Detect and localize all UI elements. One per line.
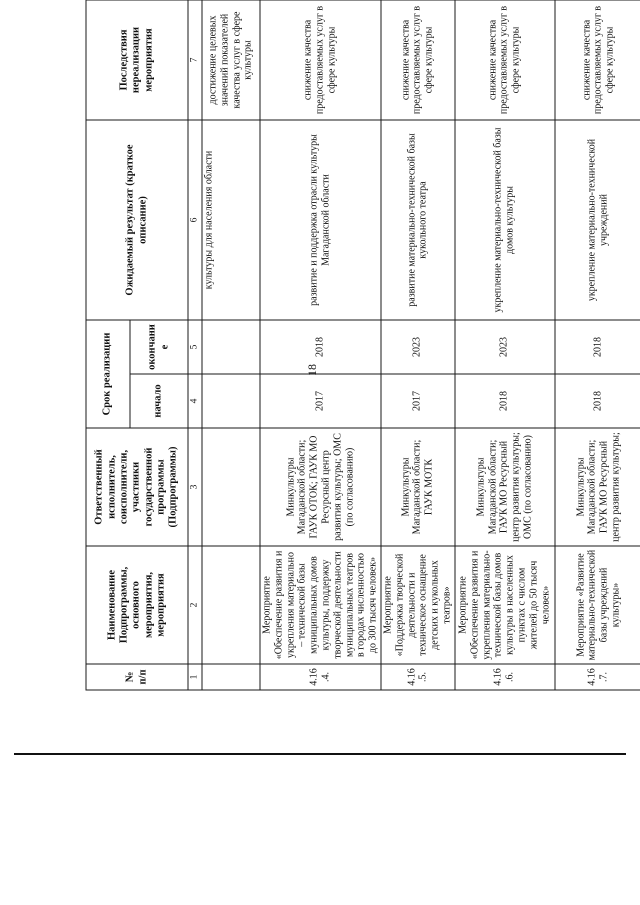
row-num: 4.16.7. [555, 664, 640, 690]
row-num: 4.16.5. [381, 664, 455, 690]
row-consequences: достижение целевых значений показателей качества услуг в сфере культуры [202, 0, 260, 120]
row-num: 4.16.6. [455, 664, 555, 690]
row-name: Мероприятие «Развитие материально-технической базы учреждений культуры» [555, 546, 640, 664]
header-responsible: Ответственный исполнитель, соисполнители, участники государственной программы (Подпрограммы) [86, 428, 188, 546]
column-number: 5 [188, 320, 202, 374]
row-result: культуры для населения области [202, 120, 260, 320]
row-consequences: снижение качества предоставляемых услуг в сфере культуры [260, 0, 381, 120]
rotated-table-container [86, 1, 622, 691]
row-start: 2017 [260, 374, 381, 428]
row-start: 2018 [555, 374, 640, 428]
column-number: 3 [188, 428, 202, 546]
row-responsible [202, 428, 260, 546]
row-end: 2023 [381, 320, 455, 374]
row-responsible: Минкультуры Магаданской области; ГАУК МО Ресурсный центр развития культуры; ОМС (по согласованию) [455, 428, 555, 546]
column-number: 4 [188, 374, 202, 428]
table-row [260, 0, 381, 690]
row-result: развитие материально-технической базы кукольного театра [381, 120, 455, 320]
header-name: Наименование Подпрограммы, основного мероприятия, мероприятия [86, 546, 188, 664]
footer-divider [14, 753, 626, 755]
row-num: 4.16.4. [260, 664, 381, 690]
column-number: 1 [188, 664, 202, 690]
column-number: 7 [188, 0, 202, 120]
row-start: 2018 [455, 374, 555, 428]
row-responsible: Минкультуры Магаданской области; ГАУК МОТК [381, 428, 455, 546]
row-consequences: снижение качества предоставляемых услуг в сфере культуры [455, 0, 555, 120]
row-responsible: Минкультуры Магаданской области; ГАУК МО Ресурсный центр развития культуры; [555, 428, 640, 546]
header-num: № п/п [86, 664, 188, 690]
row-end [202, 320, 260, 374]
table-row [555, 0, 640, 690]
column-numbers-row [188, 0, 202, 690]
header-row-1 [86, 0, 130, 690]
row-end: 2018 [555, 320, 640, 374]
row-result: укрепление материально-технической учреждений [555, 120, 640, 320]
row-consequences: снижение качества предоставляемых услуг в сфере культуры [555, 0, 640, 120]
table-row [381, 0, 455, 690]
table-row [202, 0, 260, 690]
row-consequences: снижение качества предоставляемых услуг в сфере культуры [381, 0, 455, 120]
header-start: начало [130, 374, 188, 428]
row-name: Мероприятие «Обеспечение развития и укрепления материально – технической базы муниципальных домов культуры, поддержку творческой деятельности муниципальных театров в городах численностью до 300 тысяч человек» [260, 546, 381, 664]
page-number: 18 [305, 364, 319, 376]
row-name: Мероприятие «Поддержка творческой деятельности и техническое оснащение детских и кукольных театров» [381, 546, 455, 664]
row-result: укрепление материально-технической базы домов культуры [455, 120, 555, 320]
row-start [202, 374, 260, 428]
row-responsible: Минкультуры Магаданской области; ГАУК ОТОК; ГАУК МО Ресурсный центр развития культуры; ОМС (по согласованию) [260, 428, 381, 546]
row-end: 2023 [455, 320, 555, 374]
row-name: Мероприятие «Обеспечение развития и укрепления материально-технической базы домов культуры в населенных пунктах с числом жителей до 50 тысяч человек» [455, 546, 555, 664]
header-consequences: Последствия нереализации мероприятия [86, 0, 188, 120]
header-period: Срок реализации [86, 320, 130, 428]
row-name [202, 546, 260, 664]
header-end: окончание [130, 320, 188, 374]
measures-table [86, 0, 640, 691]
row-start: 2017 [381, 374, 455, 428]
column-number: 2 [188, 546, 202, 664]
table-row [455, 0, 555, 690]
row-result: развитие и поддержка отрасли культуры Магаданской области [260, 120, 381, 320]
header-result: Ожидаемый результат (краткое описание) [86, 120, 188, 320]
column-number: 6 [188, 120, 202, 320]
row-num [202, 664, 260, 690]
row-end: 2018 [260, 320, 381, 374]
